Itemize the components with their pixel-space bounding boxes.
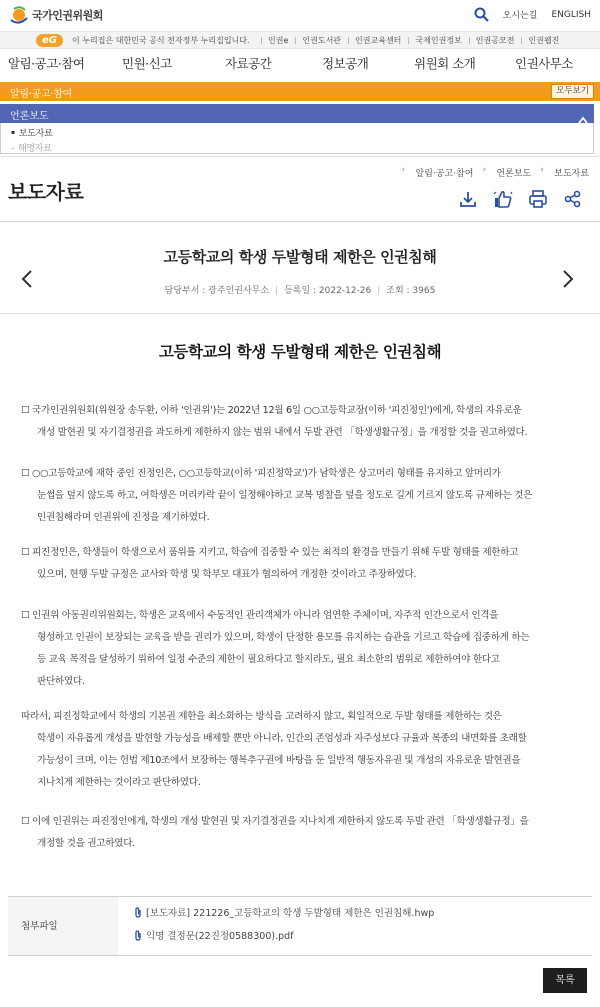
article-dept: 담당부서 : 광주인권사무소 [164, 286, 270, 296]
article-views: 조회 : 3965 [386, 286, 436, 296]
site-logo[interactable] [8, 4, 103, 26]
paragraph-line: 개정할 것을 권고하였다. [37, 838, 135, 849]
paragraph-line: 따라서, 피진정학교에서 학생의 기본권 제한을 최소화하는 방식을 고려하지 않고, 획일적으로 두발 형태를 제한하는 것은 [21, 711, 502, 722]
paragraph-line: 등 교육 목적을 달성하기 위하여 일정 수준의 제한이 필요하다고 할지라도, 필요 최소한의 범위로 제한하여야 한다고 [37, 654, 500, 665]
gov-links [268, 35, 573, 46]
gov-banner-text: 이 누리집은 대한민국 공식 전자정부 누리집입니다. [72, 36, 250, 45]
submenu-item-press-release[interactable]: ▪ 보도자료 [11, 126, 52, 139]
print-icon[interactable] [527, 188, 549, 210]
submenu-list [0, 123, 594, 154]
paragraph-line: 개성 발현권 및 자기결정권을 과도하게 제한하지 않는 범위 내에서 두발 관련 「학생생활규정」을 개정할 것을 권고하였다. [37, 427, 528, 438]
attachments-label: 첨부파일 [21, 921, 58, 932]
paragraph-line: ☐ 이에 인권위는 피진정인에게, 학생의 개성 발현권 및 자기결정권을 지나치게 제한하지 않도록 두발 관련 「학생생활규정」을 [21, 816, 529, 827]
article-paragraph [21, 463, 581, 529]
attachment-file-name[interactable]: 익명 결정문(22진정0588300).pdf [146, 931, 294, 942]
gov-link[interactable]: 국제인권정보 [415, 36, 462, 45]
gov-link[interactable]: 인권교육센터 [355, 36, 402, 45]
article-body-title: 고등학교의 학생 두발형태 제한은 인권침해 [158, 343, 442, 361]
egov-badge-icon: eG [36, 34, 63, 47]
share-icon[interactable] [562, 188, 584, 210]
chevron-up-icon[interactable] [578, 109, 588, 117]
logo-text: 국가인권위원회 [32, 9, 103, 22]
attachments-header [8, 897, 118, 955]
article-meta: 담당부서 : 광주인권사무소 | 등록일 : 2022-12-26 | 조회 : 3965 [164, 286, 436, 296]
paragraph-line: ☐ 국가인권위원회(위원장 송두환, 이하 '인권위')는 2022년 12월 6일 ○○고등학교장(이하 '피진정인')에게, 학생의 자유로운 [21, 405, 522, 416]
nav-item[interactable]: 정보공개 [322, 56, 369, 71]
gov-link[interactable]: 인권e [268, 36, 289, 45]
gov-banner [0, 31, 600, 49]
attachment-file-pdf[interactable] [134, 928, 294, 942]
gov-link[interactable]: 인권웹진 [528, 36, 560, 45]
section-bar [0, 82, 600, 101]
toolbar [457, 188, 584, 210]
logo-mark-icon [8, 4, 30, 26]
list-button[interactable]: 목록 [543, 968, 587, 993]
article-date: 등록일 : 2022-12-26 [284, 286, 372, 296]
paperclip-icon [134, 907, 142, 918]
page-title: 보도자료 [8, 180, 84, 204]
attachment-file-hwp[interactable] [134, 905, 434, 919]
submenu-header[interactable] [0, 104, 594, 123]
divider [0, 221, 600, 222]
nav-item[interactable]: 인권사무소 [515, 56, 573, 71]
attachment-file-name[interactable]: [보도자료] 221226_고등학교의 학생 두발형태 제한은 인권침해.hwp [146, 908, 435, 919]
directions-link[interactable]: 오시는길 [502, 11, 538, 21]
paragraph-line: ☐ 인권위 아동권리위원회는, 학생은 교육에서 수동적인 관리객체가 아니라 엄연한 주체이며, 자주적 인간으로서 인격을 [21, 610, 499, 621]
paragraph-line: 판단하였다. [37, 676, 85, 687]
gov-link[interactable]: 인권도서관 [302, 36, 342, 45]
gov-link[interactable]: 인권공모전 [475, 36, 515, 45]
article-paragraph [21, 542, 581, 586]
nav-item[interactable]: 자료공간 [225, 56, 272, 71]
site-header [0, 0, 600, 30]
article-paragraph [21, 605, 581, 693]
article-paragraph [21, 706, 581, 794]
nav-item[interactable]: 알림·공고·참여 [8, 56, 85, 71]
breadcrumb [393, 166, 589, 179]
article-paragraph [21, 811, 581, 855]
download-icon[interactable] [457, 188, 479, 210]
divider [0, 313, 600, 314]
breadcrumb-item[interactable]: › 언론보도 [496, 166, 531, 179]
paragraph-line: 지나치게 제한하는 것이라고 판단하였다. [37, 777, 201, 788]
paragraph-line: 인권침해라며 인권위에 진정을 제기하였다. [37, 512, 210, 523]
nav-item[interactable]: 민원·신고 [122, 56, 172, 71]
submenu-label: 언론보도 [10, 111, 49, 122]
main-nav [0, 50, 600, 76]
breadcrumb-item[interactable]: › 알림·공고·참여 [416, 166, 474, 179]
paragraph-line: 눈썹을 덮지 않도록 하고, 여학생은 머리카락 끝이 일정해야하고 교복 명찰을 덮을 정도로 길게 기르지 않도록 규제하는 것은 [37, 490, 533, 501]
view-all-button[interactable]: 모두보기 [551, 84, 594, 99]
paragraph-line: ☐ 피진정인은, 학생들이 학생으로서 품위를 지키고, 학습에 집중할 수 있는 최적의 환경을 만들기 위해 두발 형태를 제한하고 [21, 547, 519, 558]
section-label: 알림·공고·참여 [10, 89, 72, 100]
submenu-item-clarification[interactable]: - 해명자료 [11, 141, 52, 154]
english-link[interactable]: ENGLISH [551, 9, 591, 20]
search-icon[interactable] [474, 7, 489, 22]
attachments-section [8, 896, 592, 956]
like-icon[interactable] [492, 188, 514, 210]
paperclip-icon [134, 930, 142, 941]
breadcrumb-item[interactable]: › 보도자료 [554, 166, 589, 179]
paragraph-line: 있으며, 현행 두발 규정은 교사와 학생 및 학부모 대표가 협의하여 개정한 것이라고 주장하였다. [37, 569, 417, 580]
paragraph-line: ☐ ○○고등학교에 재학 중인 진정인은, ○○고등학교(이하 '피진정학교')가 남학생은 상고머리 형태를 유지하고 앞머리가 [21, 468, 501, 479]
paragraph-line: 형성하고 인권이 보장되는 교육을 받을 권리가 있으며, 학생이 단정한 용모를 유지하는 습관을 기르고 학습에 집중하게 하는 [37, 632, 530, 643]
paragraph-line: 가능성이 크며, 이는 헌법 제10조에서 보장하는 행복추구권에 바탕을 둔 일반적 행동자유권 및 개성의 자유로운 발현권을 [37, 755, 521, 766]
paragraph-line: 학생이 자유롭게 개성을 발현할 가능성을 배제할 뿐만 아니라, 인간의 존엄성과 자주성보다 규율과 복종의 내면화를 초래할 [37, 733, 527, 744]
divider [0, 156, 600, 157]
nav-item[interactable]: 위원회 소개 [414, 56, 476, 71]
article-paragraph [21, 400, 581, 444]
article-title: 고등학교의 학생 두발형태 제한은 인권침해 [163, 248, 437, 266]
